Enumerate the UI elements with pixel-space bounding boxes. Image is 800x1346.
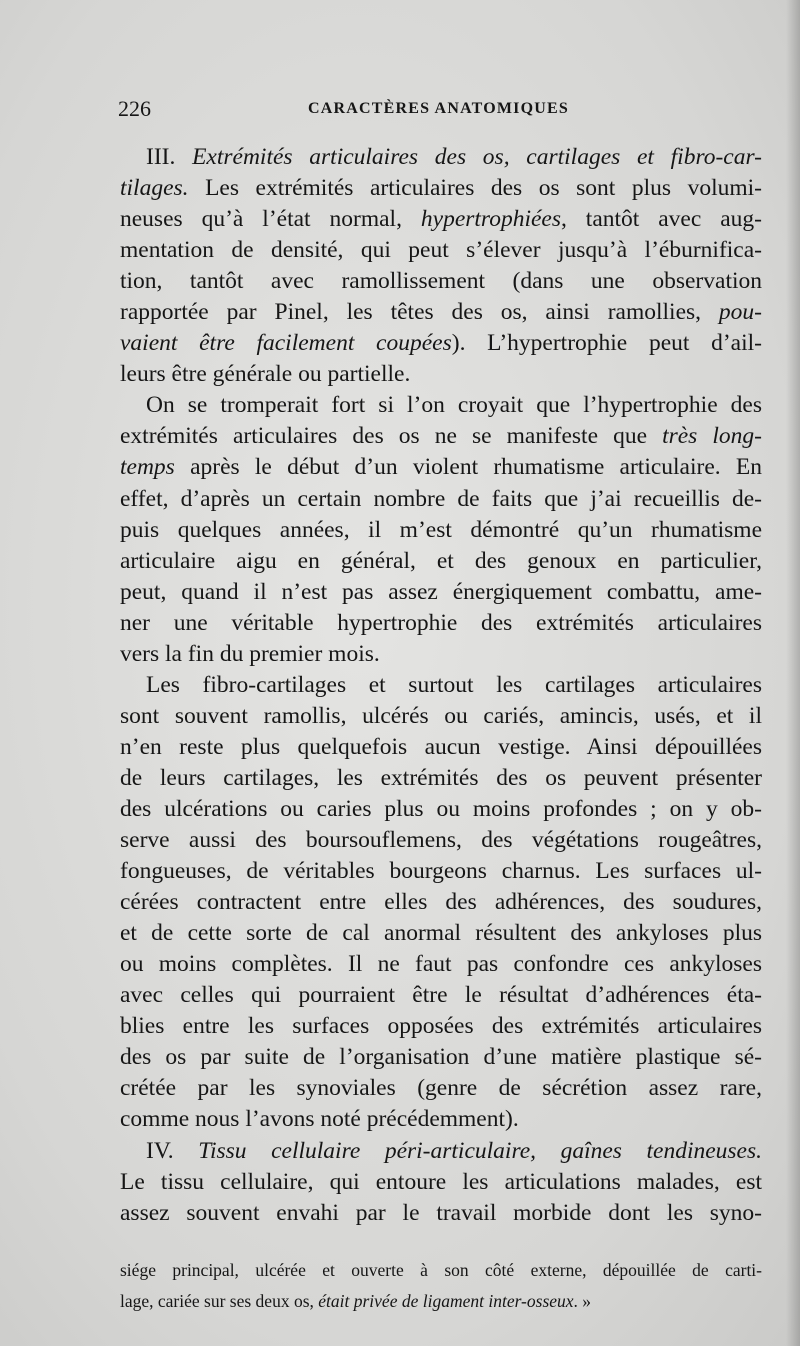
text-segment: siége principal, ulcérée et ouverte à son côté externe, dépouillée de carti- (120, 1260, 762, 1280)
italic-text-segment: était privée de ligament inter-osseux (318, 1291, 574, 1311)
italic-text-segment: hypertrophiées (420, 206, 561, 233)
text-segment: III. (146, 144, 193, 170)
text-segment: des ulcérations ou caries plus ou moins profondes ; on y ob- (120, 795, 762, 822)
italic-text-segment: Tissu cellulaire péri-articulaire, gaînes tendineuses. (198, 1137, 762, 1164)
text-segment: extrémités articulaires des os ne se manifeste que (120, 423, 663, 450)
italic-text-segment: Extrémités articulaires des os, cartilages et fibro-car- (192, 144, 762, 170)
text-segment: Les extrémités articulaires des os sont plus volumi- (188, 175, 762, 202)
text-segment: de leurs cartilages, les extrémités des os peuvent présenter (120, 764, 762, 791)
text-line (120, 1136, 762, 1167)
italic-text-segment: vaient être facilement coupées (120, 330, 452, 357)
page-header (118, 96, 760, 130)
text-line (120, 1104, 762, 1135)
italic-text-segment: pou- (718, 299, 762, 326)
text-segment: n’en reste plus quelquefois aucun vestige. Ainsi dépouillées (120, 733, 762, 760)
text-segment: fongueuses, de véritables bourgeons charnus. Les surfaces ul- (120, 858, 762, 885)
text-segment: sont souvent ramollis, ulcérés ou cariés, amincis, usés, et il (120, 702, 762, 729)
text-line (120, 328, 762, 359)
text-line (120, 1042, 762, 1073)
text-line (120, 980, 762, 1011)
text-segment: , tantôt avec aug- (560, 206, 762, 233)
text-segment: serve aussi des boursouflemens, des végétations rougeâtres, (120, 827, 762, 854)
text-line (120, 173, 762, 204)
text-line (120, 1011, 762, 1042)
text-line (120, 484, 762, 515)
text-line (120, 639, 762, 670)
text-segment: IV. (146, 1137, 199, 1164)
text-line (120, 1167, 762, 1198)
text-line (120, 949, 762, 980)
footnote (120, 1255, 762, 1317)
text-line (120, 297, 762, 328)
text-line (120, 577, 762, 608)
text-line (120, 1198, 762, 1229)
text-segment: peut, quand il n’est pas assez énergiquement combattu, ame- (120, 578, 762, 605)
text-line (120, 546, 762, 577)
italic-text-segment: temps (120, 454, 175, 481)
text-segment: assez souvent envahi par le travail morbide dont les syno- (120, 1199, 762, 1226)
text-line (120, 856, 762, 887)
text-segment: cérées contractent entre elles des adhérences, des soudures, (120, 889, 762, 916)
page-edge-shadow (786, 0, 800, 1346)
text-line (120, 266, 762, 297)
footnote-line (120, 1255, 762, 1286)
text-line (120, 670, 762, 701)
italic-text-segment: tilages. (120, 175, 189, 202)
text-line (120, 235, 762, 266)
text-segment: Les fibro-cartilages et surtout les cartilages articulaires (146, 671, 762, 698)
text-line (120, 204, 762, 235)
text-line (120, 608, 762, 639)
text-line (120, 794, 762, 825)
text-segment: effet, d’après un certain nombre de faits que j’ai recueillis de- (120, 485, 762, 512)
text-segment: rapportée par Pinel, les têtes des os, ainsi ramollies, (120, 299, 719, 326)
text-segment: blies entre les surfaces opposées des extrémités articulaires (120, 1013, 762, 1040)
text-segment: tion, tantôt avec ramollissement (dans une observation (120, 268, 762, 295)
text-line (120, 515, 762, 546)
text-line (120, 763, 762, 794)
text-line (120, 887, 762, 918)
text-line (120, 421, 762, 452)
text-line (120, 359, 762, 390)
text-segment: On se tromperait fort si l’on croyait que l’hypertrophie des (146, 392, 762, 419)
text-line (120, 390, 762, 421)
text-segment: puis quelques années, il m’est démontré qu’un rhumatisme (120, 516, 762, 543)
text-segment: crétée par les synoviales (genre de sécrétion assez rare, (120, 1075, 762, 1102)
text-line (120, 825, 762, 856)
text-line (120, 732, 762, 763)
italic-text-segment: très long- (662, 423, 762, 450)
text-segment: comme nous l’avons noté précédemment). (120, 1106, 519, 1133)
text-line (120, 918, 762, 949)
text-segment: neuses qu’à l’état normal, (120, 206, 421, 233)
text-line (120, 142, 762, 173)
text-segment: leurs être générale ou partielle. (120, 361, 411, 388)
page-number: 226 (118, 96, 151, 121)
footnote-line (120, 1286, 762, 1317)
text-segment: lage, cariée sur ses deux os, (120, 1291, 319, 1311)
text-segment: ). L’hypertrophie peut d’ail- (451, 330, 762, 357)
text-segment: et de cette sorte de cal anormal résultent des ankyloses plus (120, 920, 762, 947)
text-line (120, 452, 762, 483)
text-segment: après le début d’un violent rhumatisme articulaire. En (174, 454, 762, 481)
text-segment: . » (573, 1291, 592, 1311)
text-segment: des os par suite de l’organisation d’une matière plastique sé- (120, 1044, 762, 1071)
text-line (120, 1073, 762, 1104)
text-segment: Le tissu cellulaire, qui entoure les articulations malades, est (120, 1168, 762, 1195)
text-segment: vers la fin du premier mois. (120, 640, 380, 667)
text-segment: ner une véritable hypertrophie des extrémités articulaires (120, 609, 762, 636)
text-segment: ou moins complètes. Il ne faut pas confondre ces ankyloses (120, 951, 762, 978)
main-text (120, 142, 762, 1229)
text-segment: mentation de densité, qui peut s’élever jusqu’à l’éburnifica- (120, 237, 762, 264)
text-line (120, 701, 762, 732)
running-head: CARACTÈRES ANATOMIQUES (308, 100, 569, 117)
text-segment: articulaire aigu en général, et des genoux en particulier, (120, 547, 762, 574)
text-segment: avec celles qui pourraient être le résultat d’adhérences éta- (120, 982, 762, 1009)
